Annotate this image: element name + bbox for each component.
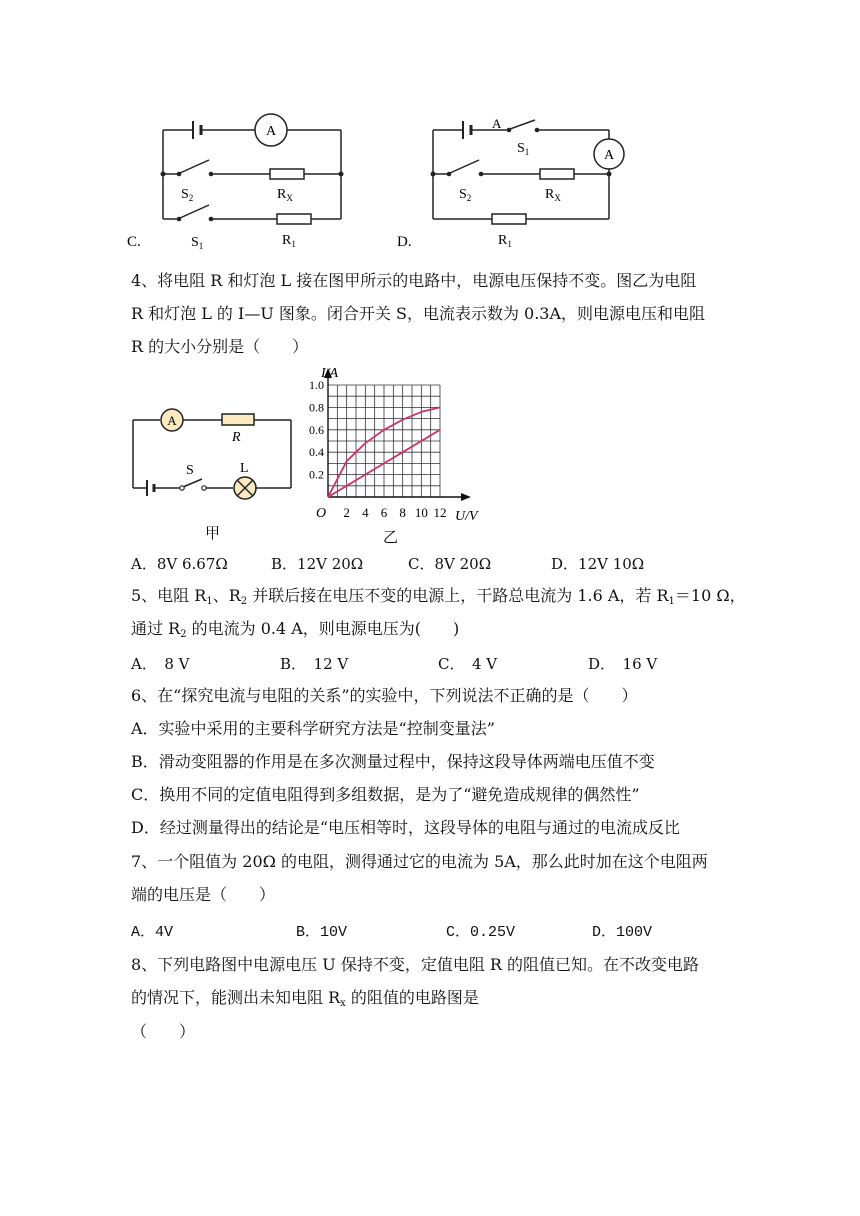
q6-option-b: B．滑动变阻器的作用是在多次测量过程中，保持这段导体两端电压值不变 [131,752,655,771]
ammeter-label: A [603,148,615,163]
jia-caption: 甲 [205,526,221,542]
q6-option-d: D．经过测量得出的结论是“电压相等时，这段导体的电阻与通过的电流成反比 [131,818,681,837]
q4-line-3: R 的大小分别是（ ） [131,337,309,356]
q6-line-1: 6、在“探究电流与电阻的关系”的实验中，下列说法不正确的是（ ） [131,686,638,705]
iu-chart [295,362,495,547]
y-tick-label: 0.4 [309,445,324,460]
circuit-diagram-d [395,110,635,255]
q7-option-c: C．0.25V [446,924,516,941]
q5-option-c: C． 4 V [438,655,498,673]
r1-label: $R_1$ [498,233,512,249]
x-tick-label: 6 [380,505,388,520]
q5-line-1: 5、电阻 $R_1$、$R_2$ 并联后接在电压不变的电源上，干路总电流为 1.6 A，若 $R_1=10$ Ω， [131,586,746,607]
y-tick-label: 0.8 [309,400,324,415]
chart-axes [324,368,471,501]
x-tick-label: 8 [399,505,406,520]
q7-line-1: 7、一个阻值为 20Ω 的电阻，测得通过它的电流为 5A，那么此时加在这个电阻两 [131,852,708,871]
s2-label: $S_2$ [181,187,194,203]
q4-line-2: R 和灯泡 L 的 I—U 图象。闭合开关 S，电流表示数为 0.3A，则电源电压和电阻 [131,304,706,323]
top-a-label: A [492,116,502,131]
q4-option-c: C．8V 20Ω [408,555,492,573]
origin-label: O [316,506,327,521]
q7-option-b: B．10V [296,924,348,941]
q4-option-a: A．8V 6.67Ω [131,555,228,573]
q5-line-2: 通过 $R_2$ 的电流为 0.4 A，则电源电压为( ) [131,619,460,640]
q6-option-a: A．实验中采用的主要科学研究方法是“控制变量法” [131,719,495,738]
q6-option-c: C．换用不同的定值电阻得到多组数据，是为了“避免造成规律的偶然性” [131,785,640,804]
q4-option-d: D．12V 10Ω [551,555,645,573]
resistor-label: R [232,430,241,445]
x-tick-label: 12 [433,505,447,520]
rx-label: $R_X$ [545,187,561,203]
ammeter-label: A [265,124,277,139]
x-tick-label: 10 [414,505,428,520]
option-d-label: D. [397,234,412,250]
circuit-diagram-c [125,110,365,255]
q7-option-d: D．100V [592,924,653,941]
option-c-label: C. [127,234,141,250]
lamp-label: L [240,461,249,476]
q5-option-b: B． 12 V [280,655,349,673]
s1-label: $S_1$ [191,235,204,251]
q4-option-b: B．12V 20Ω [271,555,364,573]
chart-ticks [309,378,447,520]
y-tick-label: 1.0 [309,378,324,392]
switch-label: S [186,463,194,478]
q4-line-1: 4、将电阻 R 和灯泡 L 接在图甲所示的电路中，电源电压保持不变。图乙为电阻 [131,271,697,290]
y-tick-label: 0.2 [309,467,324,482]
q8-line-2: 的情况下，能测出未知电阻 $R_x$ 的阻值的电路图是 [131,988,479,1009]
x-tick-label: 2 [343,505,350,520]
q8-line-1: 8、下列电路图中电源电压 U 保持不变，定值电阻 R 的阻值已知。在不改变电路 [131,955,700,974]
yi-caption: 乙 [383,530,399,546]
s2-label: $S_2$ [459,187,472,203]
rx-label: $R_X$ [277,187,293,203]
ammeter-label: A [167,413,177,428]
s1-label: $S_1$ [517,141,530,157]
q8-line-3: （ ） [131,1022,196,1041]
x-tick-label: 4 [362,505,369,520]
y-axis-label: I/A [321,366,339,381]
q4-circuit-jia [125,400,305,545]
r1-label: $R_1$ [282,233,296,249]
q7-option-a: A．4V [131,924,174,941]
q5-option-d: D． 16 V [588,655,658,673]
x-axis-arrow [461,493,471,501]
x-axis-label: U/V [455,509,478,524]
chart-grid [328,385,440,497]
q5-option-a: A． 8 V [131,655,190,673]
y-tick-label: 0.6 [309,422,324,437]
q7-line-2: 端的电压是（ ） [131,885,276,904]
